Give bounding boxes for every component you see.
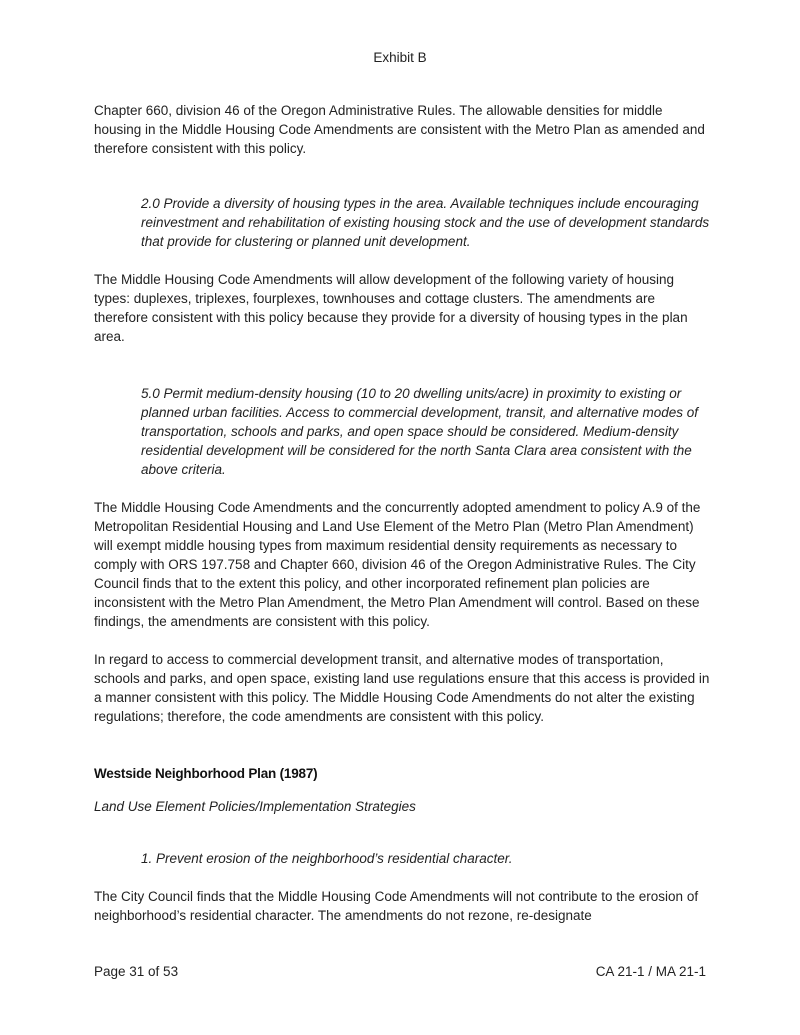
spacer [94,158,710,196]
policy-quote-5-0: 5.0 Permit medium-density housing (10 to 20 dwelling units/acre) in proximity to existing or planned urban facilities. Access to commercial development, transit, and alternative modes of transportation, schools and parks, and open space should be considered. Medium-density residential development will be considered for the north Santa Clara area consistent with the above criteria. [141,386,699,477]
page-header: Exhibit B [373,50,427,65]
policy-quote-1: 1. Prevent erosion of the neighborhood’s residential character. [141,851,513,866]
spacer [94,346,710,384]
section-subheading: Land Use Element Policies/Implementation Strategies [94,799,416,814]
case-number: CA 21-1 / MA 21-1 [595,964,706,979]
spacer [94,816,710,849]
spacer [94,479,710,498]
page-number: Page 31 of 53 [94,964,179,979]
paragraph-metro-plan: The Middle Housing Code Amendments and the concurrently adopted amendment to policy A.9 of the Metropolitan Residential Housing and Land Use Element of the Metro Plan (Metro Plan Amendment) will exempt middle housing types from maximum residential density requirements as necessary to comply with ORS 197.758 and Chapter 660, division 46 of the Oregon Administrative Rules. The City Council finds that to the extent this policy, and other incorporated refinement plan policies are inconsistent with the Metro Plan Amendment, the Metro Plan Amendment will control. Based on these findings, the amendments are consistent with this policy. [94,500,701,629]
spacer [94,726,710,764]
spacer [94,868,710,887]
page-body [94,101,710,925]
policy-quote-2-0: 2.0 Provide a diversity of housing types in the area. Available techniques include encouraging reinvestment and rehabilitation of existing housing stock and the use of development standards that provide for clustering or planned unit development. [141,196,710,249]
spacer [94,251,710,270]
spacer [94,631,710,650]
paragraph-residential-character: The City Council finds that the Middle Housing Code Amendments will not contribute to the erosion of neighborhood’s residential character. The amendments do not rezone, re-designate [94,889,699,923]
paragraph-intro: Chapter 660, division 46 of the Oregon Administrative Rules. The allowable densities for middle housing in the Middle Housing Code Amendments are consistent with the Metro Plan as amended and therefore consistent with this policy. [94,103,705,156]
paragraph-housing-types: The Middle Housing Code Amendments will allow development of the following variety of housing types: duplexes, triplexes, fourplexes, townhouses and cottage clusters. The amendments are therefore consistent with this policy because they provide for a diversity of housing types in the plan area. [94,272,688,344]
spacer [94,783,710,797]
paragraph-access: In regard to access to commercial development transit, and alternative modes of transportation, schools and parks, and open space, existing land use regulations ensure that this access is provided in a manner consistent with this policy. The Middle Housing Code Amendments do not alter the existing regulations; therefore, the code amendments are consistent with this policy. [94,652,710,724]
section-heading: Westside Neighborhood Plan (1987) [94,766,318,781]
